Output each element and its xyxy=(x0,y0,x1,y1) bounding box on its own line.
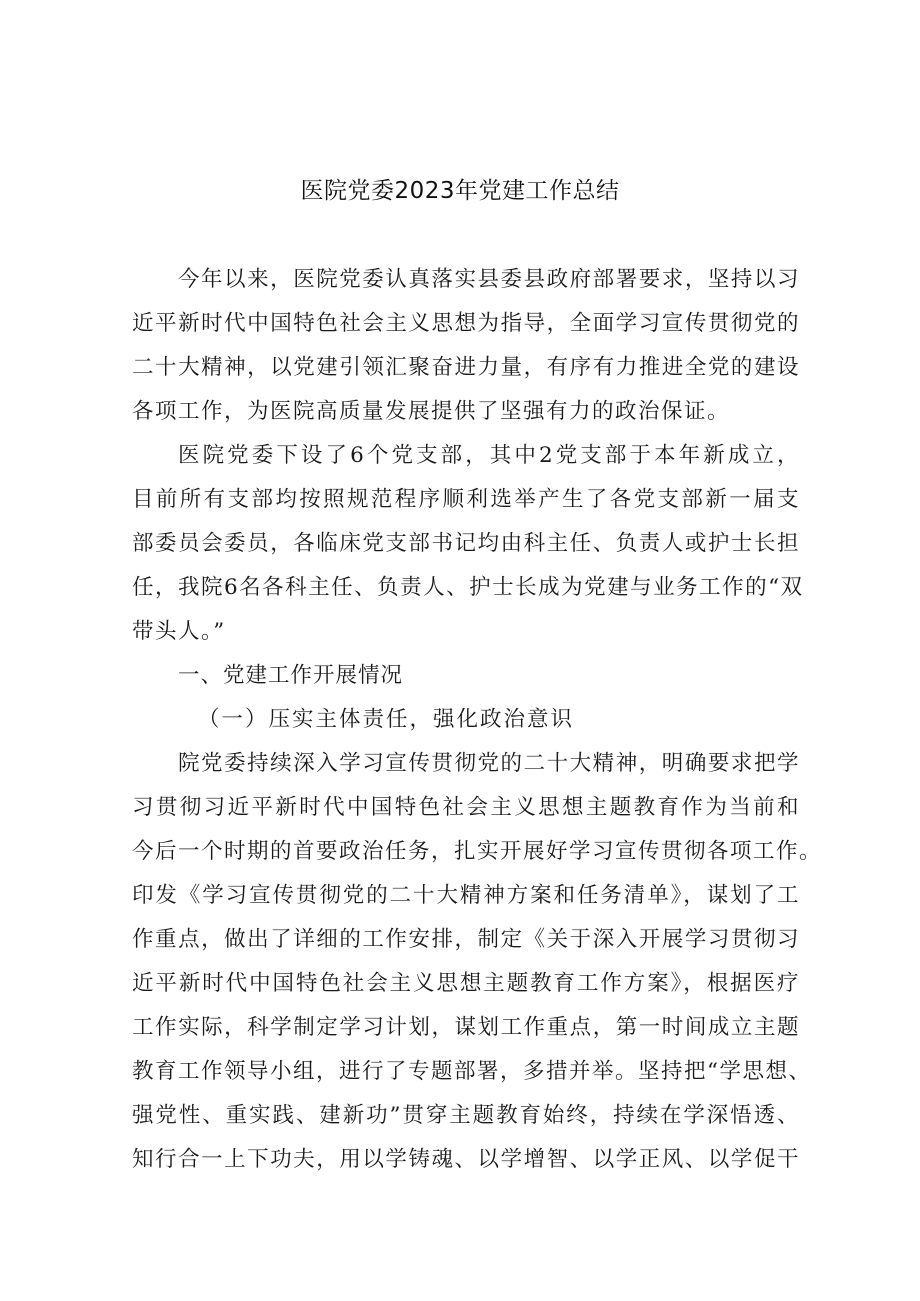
section-heading: 一、党建工作开展情况 xyxy=(178,663,404,688)
paragraph-line: 目前所有支部均按照规范程序顺利选举产生了各党支部新一届支 xyxy=(132,487,800,512)
paragraph-line: 二十大精神，以党建引领汇聚奋进力量，有序有力推进全党的建设 xyxy=(132,355,800,380)
paragraph-line: 教育工作领导小组，进行了专题部署，多措并举。坚持把“学思想、 xyxy=(132,1059,812,1084)
subsection-heading: （一）压实主体责任，强化政治意识 xyxy=(198,707,575,732)
paragraph-3 xyxy=(132,742,823,1182)
paragraph-line: 部委员会委员，各临床党支部书记均由科主任、负责人或护士长担 xyxy=(132,531,800,556)
paragraph-line: 今年以来，医院党委认真落实县委县政府部署要求，坚持以习 xyxy=(178,267,800,292)
document-title: 医院党委2023年党建工作总结 xyxy=(300,178,620,204)
paragraph-1 xyxy=(132,258,800,434)
paragraph-line: 近平新时代中国特色社会主义思想主题教育工作方案》，根据医疗 xyxy=(132,971,800,996)
paragraph-line: 强党性、重实践、建新功”贯穿主题教育始终，持续在学深悟透、 xyxy=(132,1103,800,1128)
paragraph-line: 院党委持续深入学习宣传贯彻党的二十大精神，明确要求把学 xyxy=(178,751,800,776)
paragraph-line: 工作实际，科学制定学习计划，谋划工作重点，第一时间成立主题 xyxy=(132,1015,800,1040)
paragraph-line: 知行合一上下功夫，用以学铸魂、以学增智、以学正风、以学促干 xyxy=(132,1147,800,1172)
paragraph-line: 印发《学习宣传贯彻党的二十大精神方案和任务清单》，谋划了工 xyxy=(132,883,800,908)
paragraph-line: 近平新时代中国特色社会主义思想为指导，全面学习宣传贯彻党的 xyxy=(132,311,800,336)
paragraph-line: 带头人。” xyxy=(132,619,226,644)
paragraph-line: 任，我院6名各科主任、负责人、护士长成为党建与业务工作的“双 xyxy=(132,575,804,600)
paragraph-line: 各项工作，为医院高质量发展提供了坚强有力的政治保证。 xyxy=(132,399,731,424)
paragraph-line: 今后一个时期的首要政治任务，扎实开展好学习宣传贯彻各项工作。 xyxy=(132,839,823,864)
document-body xyxy=(132,258,823,1182)
paragraph-2 xyxy=(132,434,804,654)
paragraph-line: 习贯彻习近平新时代中国特色社会主义思想主题教育作为当前和 xyxy=(132,795,800,820)
paragraph-line: 医院党委下设了6个党支部，其中2党支部于本年新成立， xyxy=(178,443,800,468)
paragraph-line: 作重点，做出了详细的工作安排，制定《关于深入开展学习贯彻习 xyxy=(132,927,800,952)
